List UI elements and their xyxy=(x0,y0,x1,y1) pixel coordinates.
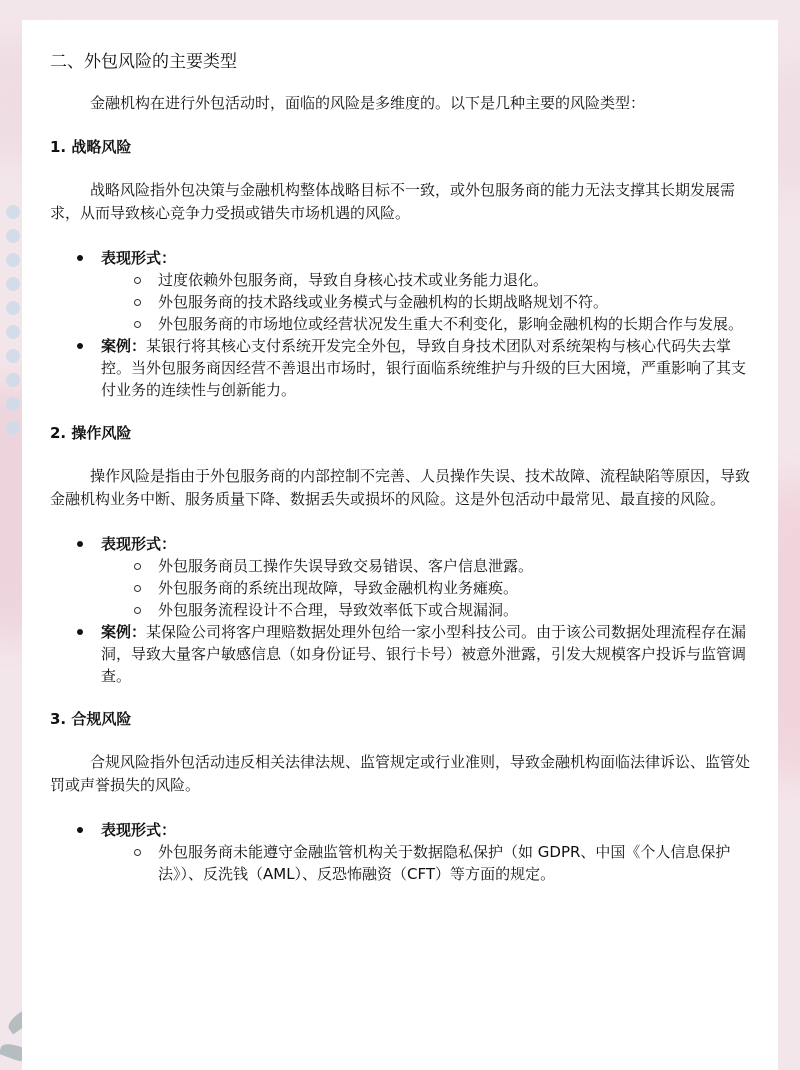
circle-bullet-icon xyxy=(134,563,141,570)
risk-title: 1. 战略风险 xyxy=(50,138,132,156)
case-bullet xyxy=(77,335,755,401)
risk-title: 2. 操作风险 xyxy=(50,424,132,442)
bullet-dot-icon xyxy=(77,827,83,833)
manifestation-label: 表现形式： xyxy=(101,821,177,839)
circle-bullet-icon xyxy=(134,849,141,856)
bullet-dot-icon xyxy=(77,255,83,261)
risk-detail-list xyxy=(50,247,755,401)
manifestation-item xyxy=(134,555,755,577)
manifestation-text: 外包服务商员工操作失误导致交易错误、客户信息泄露。 xyxy=(158,557,534,575)
manifestation-list xyxy=(101,841,755,885)
document-content xyxy=(50,48,755,885)
case-label: 案例： xyxy=(101,337,147,355)
manifestation-list xyxy=(101,555,755,621)
bullet-dot-icon xyxy=(77,629,83,635)
risk-section-operational xyxy=(50,421,755,687)
manifestation-item xyxy=(134,599,755,621)
manifestation-label: 表现形式： xyxy=(101,535,177,553)
manifestation-bullet xyxy=(77,819,755,885)
dot xyxy=(6,277,20,291)
circle-bullet-icon xyxy=(134,585,141,592)
risk-detail-list xyxy=(50,819,755,885)
risk-description: 战略风险指外包决策与金融机构整体战略目标不一致，或外包服务商的能力无法支撑其长期发展需求，从而导致核心竞争力受损或错失市场机遇的风险。 xyxy=(50,181,736,222)
manifestation-text: 外包服务商未能遵守金融监管机构关于数据隐私保护（如 GDPR、中国《个人信息保护法》）、反洗钱（AML）、反恐怖融资（CFT）等方面的规定。 xyxy=(158,843,731,883)
manifestation-bullet xyxy=(77,533,755,621)
risk-section-strategic xyxy=(50,135,755,401)
risk-description: 合规风险指外包活动违反相关法律法规、监管规定或行业准则，导致金融机构面临法律诉讼、监管处罚或声誉损失的风险。 xyxy=(50,753,751,794)
dot xyxy=(6,205,20,219)
dot xyxy=(6,349,20,363)
manifestation-text: 外包服务商的市场地位或经营状况发生重大不利变化，影响金融机构的长期合作与发展。 xyxy=(158,315,744,333)
manifestation-item xyxy=(134,577,755,599)
case-text: 某保险公司将客户理赔数据处理外包给一家小型科技公司。由于该公司数据处理流程存在漏洞，导致大量客户敏感信息（如身份证号、银行卡号）被意外泄露，引发大规模客户投诉与监管调查。 xyxy=(101,623,747,685)
circle-bullet-icon xyxy=(134,607,141,614)
risk-detail-list xyxy=(50,533,755,687)
dot xyxy=(6,301,20,315)
case-text: 某银行将其核心支付系统开发完全外包，导致自身技术团队对系统架构与核心代码失去掌控。当外包服务商因经营不善退出市场时，银行面临系统维护与升级的巨大困境，严重影响了其支付业务的连续性与创新能力。 xyxy=(101,337,747,399)
manifestation-label: 表现形式： xyxy=(101,249,177,267)
manifestation-item xyxy=(134,313,755,335)
risk-title: 3. 合规风险 xyxy=(50,710,132,728)
section-title: 二、外包风险的主要类型 xyxy=(50,52,237,72)
dot xyxy=(6,373,20,387)
case-bullet xyxy=(77,621,755,687)
case-label: 案例： xyxy=(101,623,147,641)
manifestation-text: 过度依赖外包服务商，导致自身核心技术或业务能力退化。 xyxy=(158,271,549,289)
manifestation-bullet xyxy=(77,247,755,335)
dot xyxy=(6,397,20,411)
circle-bullet-icon xyxy=(134,277,141,284)
document-page xyxy=(22,20,778,1070)
circle-bullet-icon xyxy=(134,321,141,328)
dot xyxy=(6,253,20,267)
risk-description: 操作风险是指由于外包服务商的内部控制不完善、人员操作失误、技术故障、流程缺陷等原因，导致金融机构业务中断、服务质量下降、数据丢失或损坏的风险。这是外包活动中最常见、最直接的风险。 xyxy=(50,467,751,508)
circle-bullet-icon xyxy=(134,299,141,306)
manifestation-text: 外包服务商的系统出现故障，导致金融机构业务瘫痪。 xyxy=(158,579,519,597)
dot xyxy=(6,325,20,339)
dot xyxy=(6,421,20,435)
dot xyxy=(6,229,20,243)
bullet-dot-icon xyxy=(77,541,83,547)
bullet-dot-icon xyxy=(77,343,83,349)
manifestation-item xyxy=(134,269,755,291)
manifestation-item xyxy=(134,291,755,313)
manifestation-text: 外包服务流程设计不合理，导致效率低下或合规漏洞。 xyxy=(158,601,519,619)
risk-section-compliance xyxy=(50,707,755,885)
manifestation-text: 外包服务商的技术路线或业务模式与金融机构的长期战略规划不符。 xyxy=(158,293,609,311)
manifestation-item xyxy=(134,841,755,885)
intro-paragraph: 金融机构在进行外包活动时，面临的风险是多维度的。以下是几种主要的风险类型： xyxy=(90,94,646,112)
manifestation-list xyxy=(101,269,755,335)
